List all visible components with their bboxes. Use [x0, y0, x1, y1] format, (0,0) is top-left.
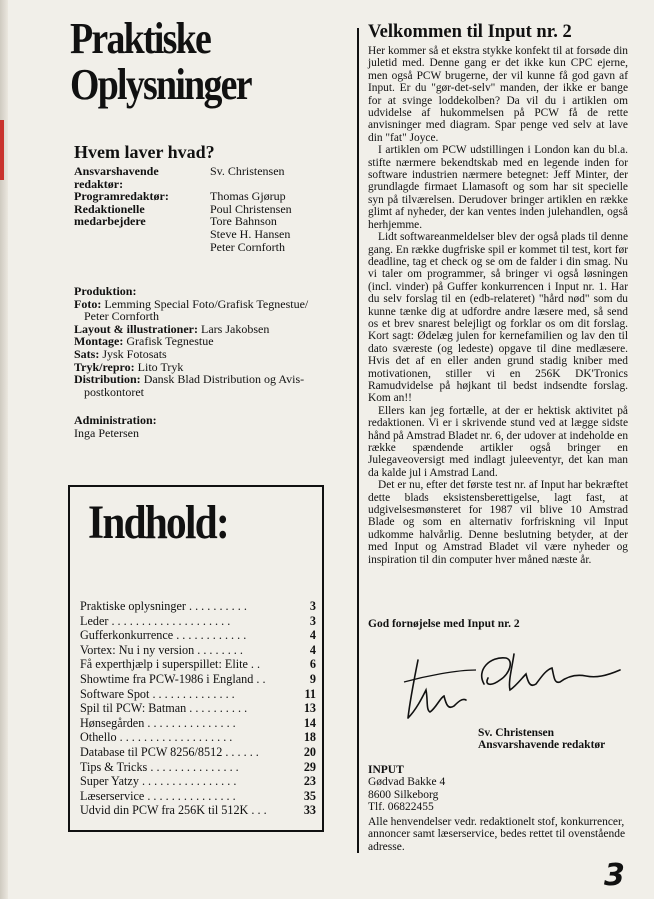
table-of-contents [68, 485, 324, 832]
sats-label: Sats: [74, 346, 100, 361]
toc-item-label: Showtime fra PCW-1986 i England . . [80, 671, 266, 686]
toc-item-page: 6 [309, 657, 316, 672]
toc-list [80, 599, 316, 818]
article-paragraph: Det er nu, efter det første test nr. af Input har bekræftet dette blads eksistensberettigelse, lagt fast, at udgivelsesmønsteret for 1987 vil blive 10 Amstrad Blade og som en alternativ forfriskning vil Input udkomme halvårlig. Denne beslutning betyder, at der med Input og Amstrad Bladet vil være nyheder og inspiration til din computer hver måned næste år. [368, 479, 628, 566]
administration-label: Administration: [74, 413, 157, 427]
toc-item [80, 672, 316, 687]
toc-item-label: Hønsegården . . . . . . . . . . . . . . . [80, 715, 236, 730]
credit-name: Tore Bahnson [210, 214, 277, 229]
toc-item-page: 23 [303, 774, 316, 789]
toc-item-page: 29 [303, 759, 316, 774]
signer-name: Sv. Christensen [478, 727, 555, 739]
address-city: 8600 Silkeborg [368, 788, 439, 801]
credit-row [74, 228, 292, 241]
toc-item-page: 11 [304, 686, 316, 701]
toc-item-label: Vortex: Nu i ny version . . . . . . . . [80, 642, 243, 657]
layout-label: Layout & illustrationer: [74, 321, 198, 336]
credit-name: Steve H. Hansen [210, 226, 291, 241]
toc-item-label: Othello . . . . . . . . . . . . . . . . . . . [80, 730, 233, 745]
toc-item [80, 657, 316, 672]
toc-item [80, 774, 316, 789]
administration-block [74, 414, 157, 439]
toc-item [80, 599, 316, 614]
credit-row [74, 165, 292, 190]
toc-item [80, 701, 316, 716]
toc-item-label: Database til PCW 8256/8512 . . . . . . [80, 744, 259, 759]
toc-item-label: Super Yatzy . . . . . . . . . . . . . . . . [80, 774, 237, 789]
address-street: Gødvad Bakke 4 [368, 776, 446, 789]
toc-title: Indhold: [88, 496, 228, 549]
toc-item-page: 20 [303, 744, 316, 759]
credit-row [74, 241, 292, 254]
page-number: 3 [604, 858, 625, 893]
signer-block [478, 727, 605, 752]
toc-item [80, 789, 316, 804]
credit-row [74, 190, 292, 203]
credit-name: Sv. Christensen [210, 164, 285, 178]
toc-item-label: Få experthjælp i superspillet: Elite . . [80, 657, 261, 672]
distribution-label: Distribution: [74, 372, 141, 387]
address-phone: Tlf. 06822455 [368, 801, 434, 814]
toc-item-label: Gufferkonkurrence . . . . . . . . . . . . [80, 628, 247, 643]
toc-item [80, 716, 316, 731]
credit-role: Programredaktør: [74, 189, 169, 204]
tryk-label: Tryk/repro: [74, 359, 135, 374]
toc-item [80, 628, 316, 643]
toc-item-page: 35 [303, 788, 316, 803]
credit-name: Peter Cornforth [210, 239, 285, 254]
page-title-line2: Oplysninger [70, 60, 251, 109]
distribution-value: Dansk Blad Distribution og Avis- [143, 372, 305, 387]
foto-label: Foto: [74, 296, 102, 311]
toc-item-label: Leder . . . . . . . . . . . . . . . . . . . . [80, 613, 231, 628]
toc-item-page: 4 [309, 628, 316, 643]
credit-role [74, 228, 210, 241]
address-block [368, 764, 445, 814]
article-paragraph: Her kommer så et ekstra stykke konfekt til at forsøde din juletid med. Denne gang er det ikke kun CPC ejerne, men også PCW brugerne, der vil kunne få god gavn af Input. Er du "gør-det-selv" manden, der ikke er bange for at svinge loddekolben? Da vil du i artiklen om udvidelse af hukommelsen på PCW få de rette anvisninger med diagram. Spar penge ved selv at lave din "fat" Joyce. [368, 45, 628, 144]
signer-title: Ansvarshavende redaktør [478, 739, 606, 752]
address-name: INPUT [368, 764, 404, 776]
toc-item-page: 18 [303, 730, 316, 745]
handwritten-signature [396, 640, 626, 722]
toc-item-page: 13 [303, 701, 316, 716]
credits-heading: Hvem laver hvad? [74, 142, 215, 162]
toc-item-page: 9 [309, 671, 316, 686]
credit-name: Poul Christensen [210, 201, 292, 216]
article-body [368, 45, 628, 566]
sats-value: Jysk Fotosats [102, 346, 167, 361]
toc-item [80, 614, 316, 629]
toc-item [80, 803, 316, 818]
credit-role: Ansvarshavende redaktør: [74, 164, 159, 191]
page-title [70, 16, 251, 108]
toc-item-label: Læserservice . . . . . . . . . . . . . . . [80, 788, 236, 803]
toc-item-page: 3 [309, 613, 316, 628]
credit-role: medarbejdere [74, 214, 146, 229]
toc-item-label: Tips & Tricks . . . . . . . . . . . . . . . [80, 759, 239, 774]
production-heading: Produktion: [74, 284, 137, 298]
administration-name: Inga Petersen [74, 425, 139, 440]
production-distribution [74, 373, 346, 386]
montage-label: Montage: [74, 334, 124, 349]
page-title-line1: Praktiske [70, 14, 211, 63]
foto-value: Lemming Special Foto/Grafisk Tegnestue/ [104, 296, 309, 311]
toc-item-label: Software Spot . . . . . . . . . . . . . . [80, 686, 235, 701]
article-greeting: God fornøjelse med Input nr. 2 [368, 618, 520, 630]
toc-item-page: 3 [309, 599, 316, 613]
toc-item [80, 730, 316, 745]
montage-value: Grafisk Tegnestue [126, 334, 214, 349]
production-block [74, 285, 346, 398]
column-divider [357, 28, 359, 853]
production-distribution-cont: postkontoret [84, 384, 144, 399]
toc-item-label: Praktiske oplysninger . . . . . . . . . . [80, 599, 247, 613]
article-paragraph: Lidt softwareanmeldelser blev der også plads til denne gang. En række dugfriske spil er kommet til test, kort før deadline, tag et check og se om de falder i din smag. Nu vi taler om programmer, så bringer vi også løsningen (incl. vinder) på Guffer konkurrencen i Input nr. 1. Har du selv forslag til en (edb-relateret) "hård nød" som du kunne tænke dig at udfordre andre læsere med, så send os et brev snarest belejligt og forklar os om dit forslag. Kort sagt: Ødelæg julen for kernefamilien og lav den til dato sværeste (og ledeste) opgave til dine medlæsere. Hvis det af en eller anden grund stadig kniber med motivationen, stiller vi en 256K DK'Tronics Ramudvidelse på højkant til bedst indsendte forslag. Kom an!! [368, 231, 628, 405]
tryk-value: Lito Tryk [137, 359, 184, 374]
toc-item [80, 745, 316, 760]
toc-item-page: 14 [303, 715, 316, 730]
toc-item [80, 760, 316, 775]
credit-role [74, 241, 210, 254]
toc-item [80, 687, 316, 702]
credits-list [74, 165, 292, 253]
layout-value: Lars Jakobsen [201, 321, 270, 336]
article-paragraph: Ellers kan jeg fortælle, at der er hektisk aktivitet på redaktionen. Vi er i skrivende stund ved at lægge sidste hånd på Amstrad Bladet nr. 6, der udover at indeholde en række spændende artikler også bringer en Julegaveoversigt med indlagt juleeventyr, det kan man da kalde jul i Amstrad Land. [368, 404, 629, 479]
toc-item-page: 4 [309, 642, 316, 657]
production-foto-cont: Peter Cornforth [84, 309, 159, 324]
toc-item-label: Spil til PCW: Batman . . . . . . . . . . [80, 701, 248, 716]
credit-name: Thomas Gjørup [210, 189, 286, 204]
toc-item-page: 33 [303, 803, 316, 818]
toc-item [80, 643, 316, 658]
article-paragraph: I artiklen om PCW udstillingen i London kan du bl.a. stifte nærmere bekendtskab med en legende inden for software industrien nærmere betegnet: Jeff Minter, der grundlagde firmaet Llamasoft og som har sit specielle syn på tilværelsen. Derudover bringer artiklen en række glimt af nyheder, der kan ventes inden julehandlen, også herhjemme. [368, 144, 628, 231]
binding-mark [0, 120, 4, 180]
contact-note: Alle henvendelser vedr. redaktionelt stof, konkurrencer, annoncer samt læserservice, bedes rettet til ovenstående adresse. [368, 816, 626, 853]
toc-item-label: Udvid din PCW fra 256K til 512K . . . [80, 803, 267, 818]
credit-role: Redaktionelle [74, 201, 145, 216]
article-title: Velkommen til Input nr. 2 [368, 22, 572, 42]
